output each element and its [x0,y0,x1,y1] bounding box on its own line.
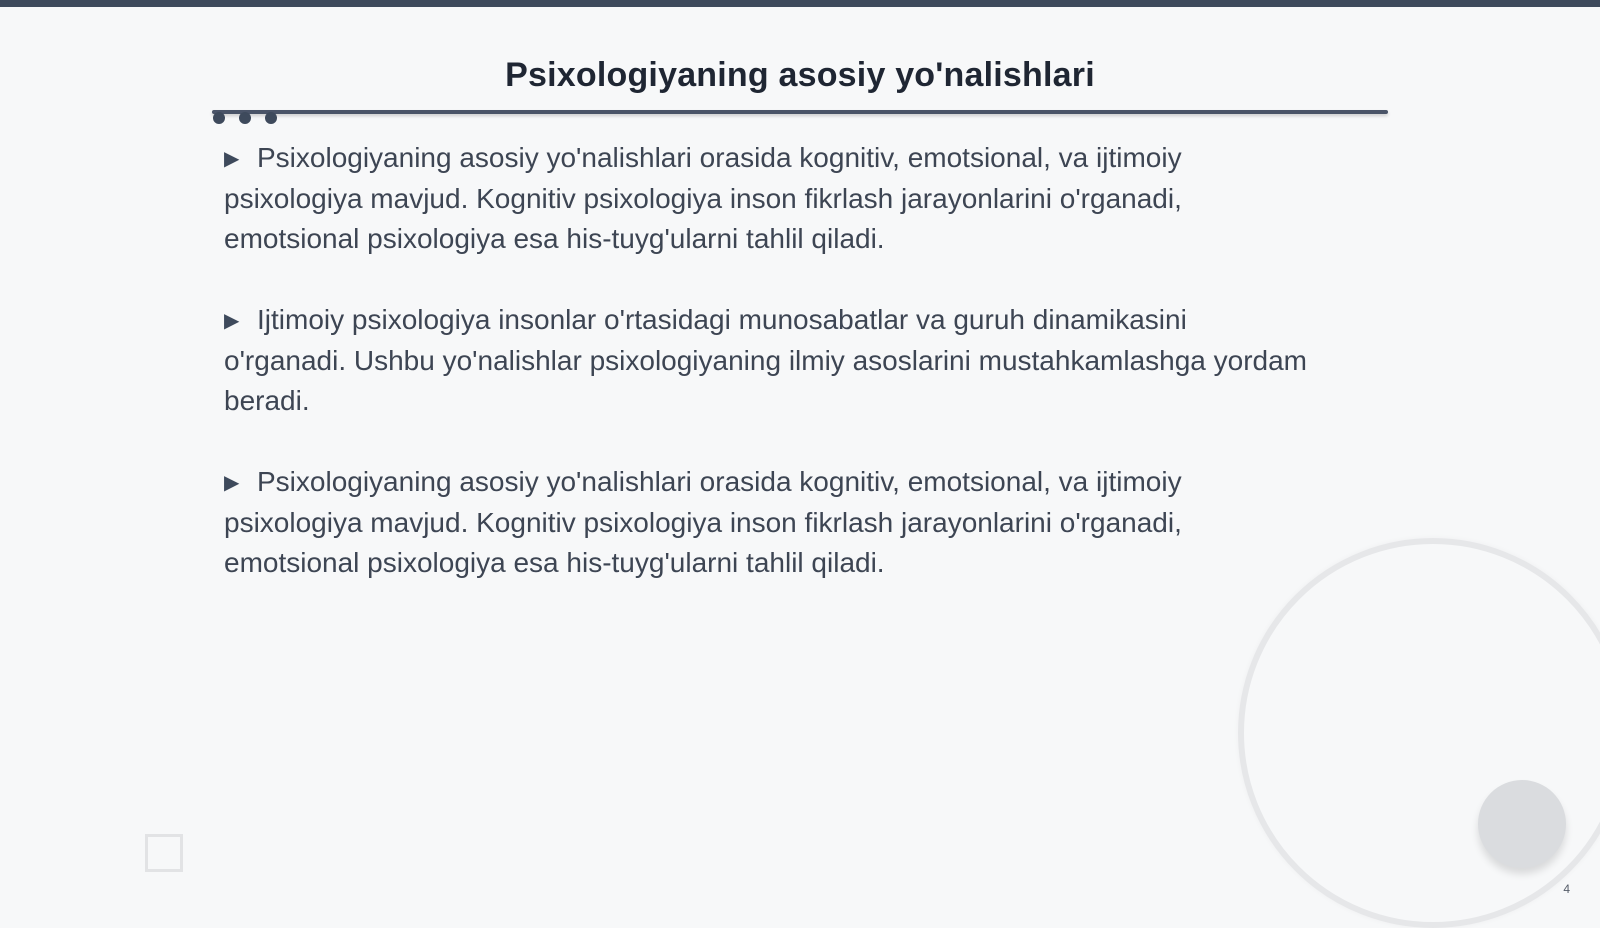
arrow-bullet-icon: ▶ [224,148,240,170]
bullet-text: Ijtimoiy psixologiya insonlar o'rtasidagi munosabatlar va guruh dinamikasini o'rganadi. Ushbu yo'nalishlar psixologiyaning ilmiy asoslarini mustahkamlashga yordam beradi. [224,304,1308,416]
decorative-square [145,834,183,872]
decorative-circle [1478,780,1566,868]
arrow-bullet-icon: ▶ [224,310,240,332]
arrow-bullet-icon: ▶ [224,472,240,494]
bullet-text: Psixologiyaning asosiy yo'nalishlari orasida kognitiv, emotsional, va ijtimoiy psixologiya mavjud. Kognitiv psixologiya inson fikrlash jarayonlarini o'rganadi, emotsional psixologiya esa his-tuyg'ularni tahlil qiladi. [224,142,1182,254]
top-accent-bar [0,0,1600,7]
slide-title: Psixologiyaning asosiy yo'nalishlari [505,56,1095,94]
decorative-dot [265,112,277,124]
decorative-dot [239,112,251,124]
bullet-text: Psixologiyaning asosiy yo'nalishlari orasida kognitiv, emotsional, va ijtimoiy psixologiya mavjud. Kognitiv psixologiya inson fikrlash jarayonlarini o'rganadi, emotsional psixologiya esa his-tuyg'ularni tahlil qiladi. [224,466,1182,578]
bullet-list [224,138,1312,624]
bullet-item [224,300,1312,421]
slide-number: 4 [1563,882,1570,896]
title-underline [212,110,1388,114]
bullet-item [224,138,1312,259]
decorative-ring [1238,538,1600,928]
decorative-dot [213,112,225,124]
bullet-item [224,462,1312,583]
